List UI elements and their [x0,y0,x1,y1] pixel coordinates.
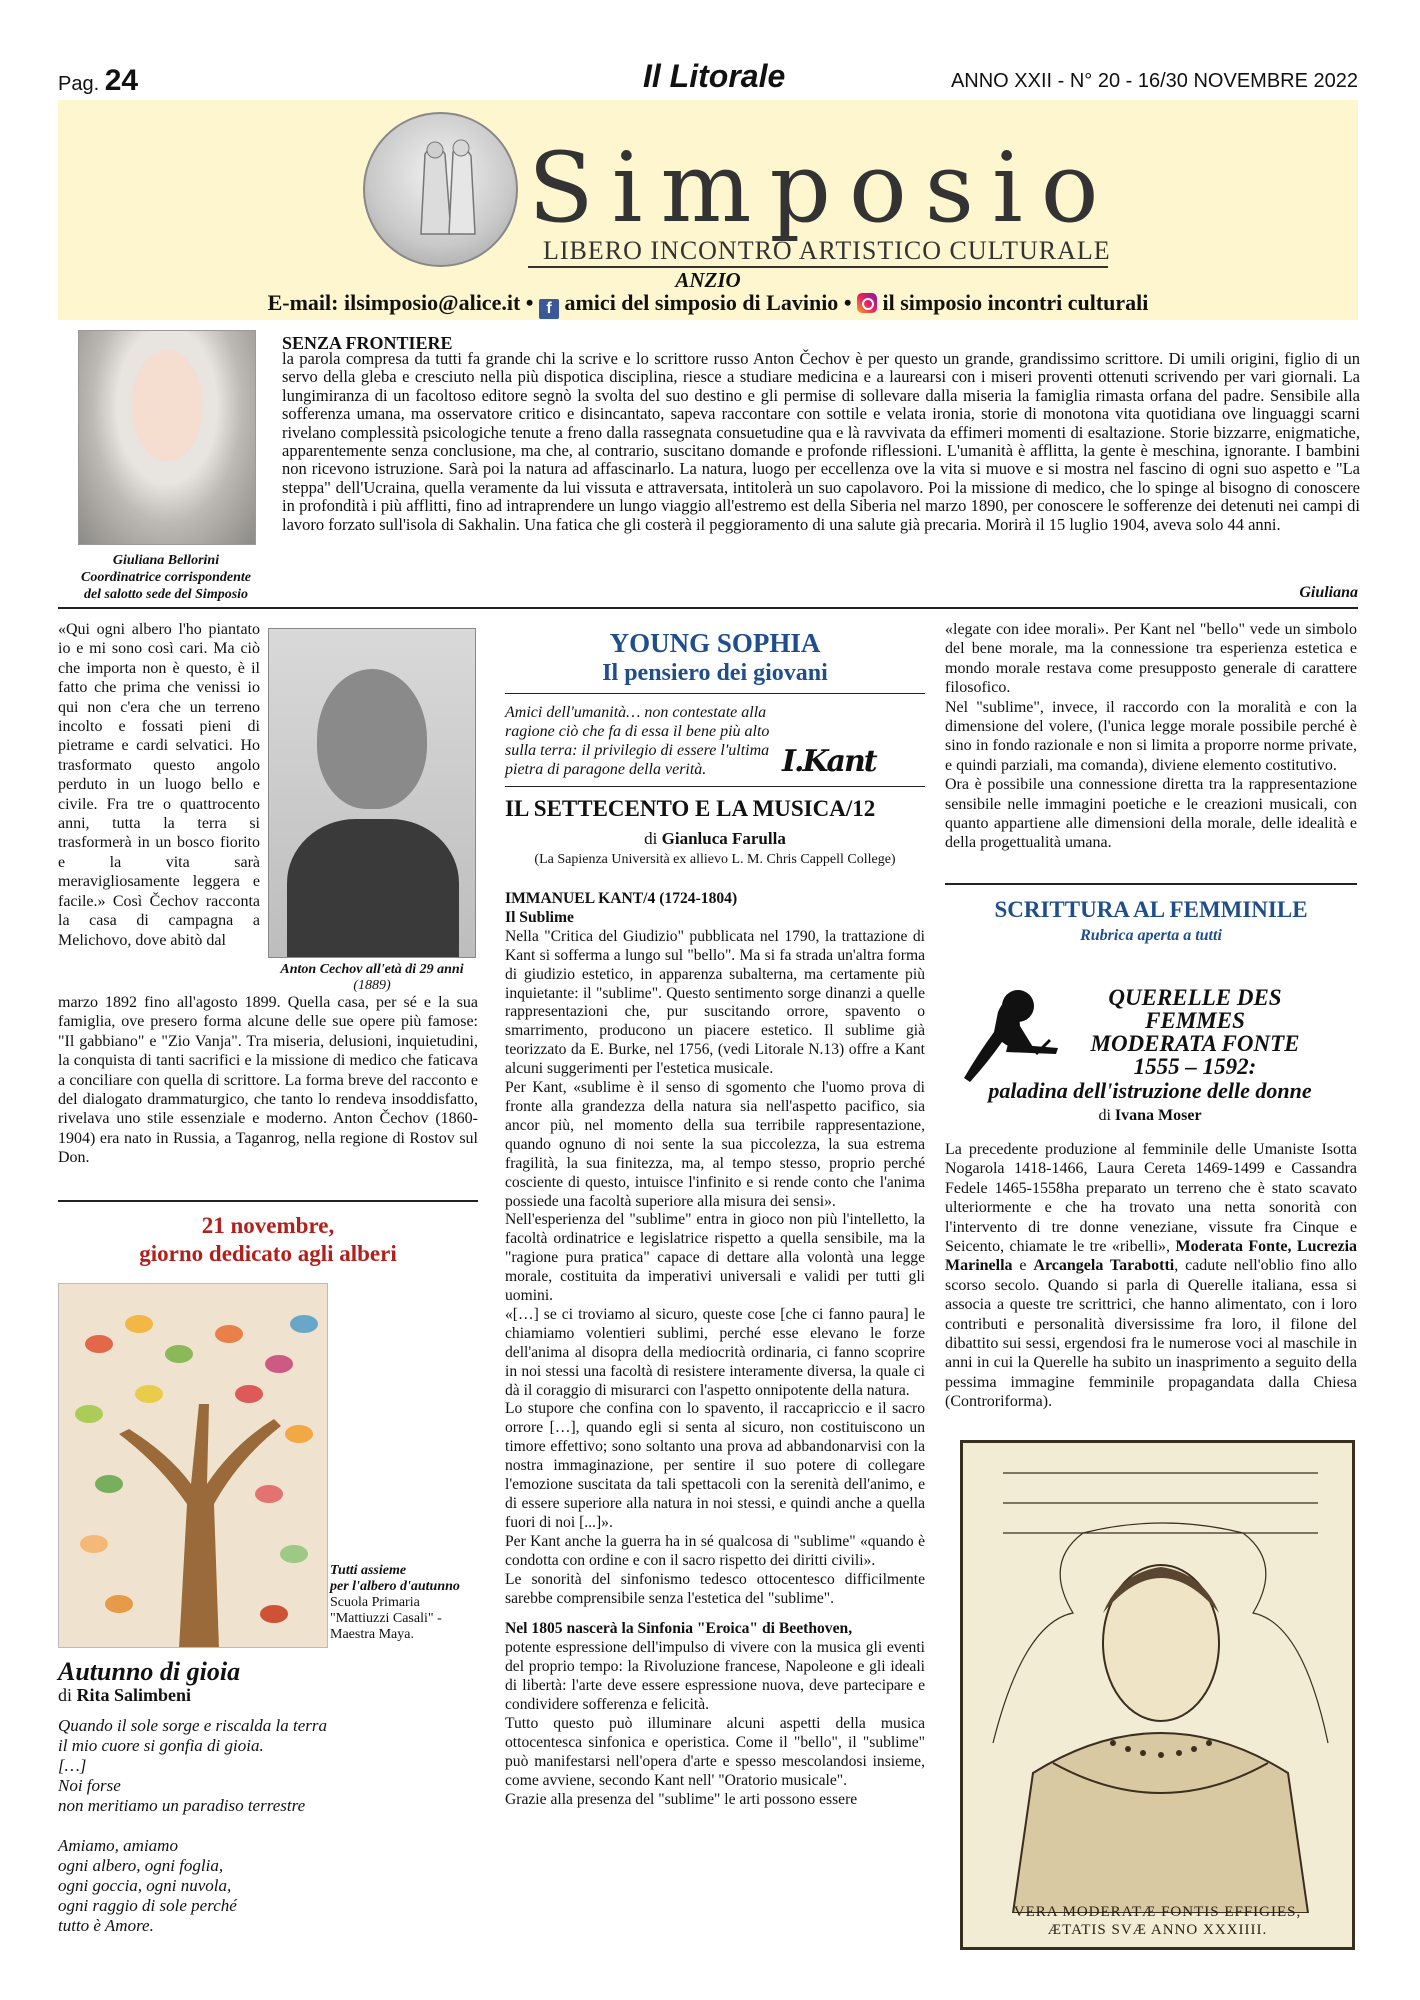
young-sophia-subtitle: Il pensiero dei giovani [602,660,828,686]
poem-line: Quando il sole sorge e riscalda la terra [58,1716,327,1735]
settecento-paragraph: «[…] se ci troviamo al sicuro, queste cose [che ci fanno paura] le chiamiamo volentieri sublimi, perché esse elevano le forze dell'anima al disopra della mediocrità ordinaria, ci fanno scoprire in noi stessi una facoltà di resistere interamente diversa, la quale ci dà il coraggio di misurarci con l'aspetto onnipotente della natura. [505,1305,925,1399]
femminile-and: e [1019,1257,1027,1275]
facebook-icon: f [539,299,559,319]
eroica-heading: Nel 1805 nascerà la Sinfonia "Eroica" di Beethoven, [505,1620,853,1638]
tree-caption [330,1563,480,1643]
settecento-affiliation: (La Sapienza Università ex allievo L. M. Chris Cappell College) [534,852,896,867]
masthead-contacts [58,290,1358,319]
eroica-paragraph: potente espressione dell'impulso di vivere con la musica gli eventi del proprio tempo: la Rivoluzione francese, Napoleone e gli ideali di libertà: l'arte deve essere espressione nuova, deve partecipare e condividere sofferenza e felicità. [505,1639,925,1714]
top-bar [58,58,1358,98]
continuation-paragraph: Nel "sublime", invece, il raccordo con la moralità e con la dimensione del volere, (l'unica legge morale possibile perché è sino in fondo razionale e non si limita a proporre norme private, e quindi parziali, ma comanda), diviene elemento costitutivo. [945,698,1357,774]
contact-facebook[interactable]: amici del simposio di Lavinio [564,290,839,315]
settecento-author-prefix: di [644,829,658,848]
settecento-paragraph: Le sonorità del sinfonismo tedesco ottocentesco difficilmente sarebbe comprensibile senza l'estetica del "sublime". [505,1570,925,1607]
caption-role: Coordinatrice corrispondente [81,570,251,585]
poem-text [58,1716,458,1936]
settecento-title: IL SETTECENTO E LA MUSICA/12 [505,796,876,821]
poem-line-blank [58,1816,458,1836]
querelle-line: MODERATA FONTE [1090,1031,1300,1056]
poem-title: Autunno di gioia [58,1657,241,1686]
tree-caption-school: Scuola Primaria "Mattiuzzi Casali" - Maestra Maya. [330,1595,442,1642]
caption-name: Giuliana Bellorini [112,553,220,568]
portrait-caption [963,1903,1352,1939]
settecento-author [505,829,925,849]
portrait-caption-line2: ÆTATIS SVÆ ANNO XXXIIII. [1047,1922,1268,1938]
poem-line: ogni goccia, ogni nuvola, [58,1876,232,1895]
settecento-subhead2: Il Sublime [505,908,574,926]
moderata-fonte-portrait [960,1440,1355,1950]
poem-line: ogni raggio di sole perché [58,1896,237,1915]
settecento-paragraph: Nella "Critica del Giudizio" pubblicata nel 1790, la trattazione di Kant si sofferma a lungo sul "bello". Ma si fa strada un'altra forma di giudizio estetico, in apparenza subalterna, ma certamente più inquietante: il "sublime". Questo sentimento sorge dinanzi a quelle rappresentazioni che, pur suscitando orrore, spavento o smarrimento, producono un piacere estetico. Il sublime già teorizzato da E. Burke, nel 1756, (vedi Litorale N.13) offre a Kant alcuni suggerimenti per l'estetica musicale. [505,927,925,1078]
contact-email[interactable]: E-mail: ilsimposio@alice.it [267,290,521,315]
chekhov-caption-text: Anton Cechov all'età di 29 anni [280,962,464,977]
column-divider [58,1200,478,1202]
continuation-paragraph: «legate con idee morali». Per Kant nel "bello" vede un simbolo del bene morale, ma la connessione tra esperienza estetica e mondo morale restava come presupposto generale di carattere filosofico. [945,621,1357,697]
settecento-paragraph: Per Kant anche la guerra ha in sé qualcosa di "sublime" «quando è condotta con ordine e con il sacro rispetto dei diritti civili». [505,1532,925,1569]
separator: • [843,290,852,315]
chekhov-photo [268,628,476,958]
femminile-text-b: , cadute nell'oblio fino allo scorso secolo. Quando si parla di Querelle italiana, essa si associa a queste tre scrittrici, che hanno alimentato, con i loro contributi e personalità diversissime fra loro, il filone del dibattito sui sessi, ergendosi fra le numerose voci al maschile in anni in cui la Querelle ha subito un inasprimento a seguito della pessima immagine femminile propagandata dalla Chiesa (Controriforma). [945,1257,1357,1411]
alberi-title-line1: 21 novembre, [201,1213,335,1238]
section-divider [58,607,1358,609]
poem-line: […] [58,1756,87,1775]
poem-line: Noi forse [58,1776,121,1795]
page-label [58,64,138,98]
cameo-logo-icon [363,112,518,267]
simposio-masthead [58,100,1358,320]
contact-instagram[interactable]: il simposio incontri culturali [882,290,1149,315]
settecento-paragraph: Lo stupore che confina con lo spavento, il raccapriccio e il sacro orrore […], quando egli si senta al sicuro, non costituiscono un timore effettivo; sono soltanto una prova ad abbandonarvisi con la nostra immaginazione, per sentire il suo potere di collegare l'emozione suscitata da tali spettacoli con la serenità dell'animo, e di essere superiore alla natura in noi stessi, e quindi anche a quella fuori di noi [...]». [505,1400,925,1531]
column-divider [945,883,1357,885]
kant-continuation [945,620,1357,853]
femminile-text-a: La precedente produzione al femminile delle Umaniste Isotta Nogarola 1418-1466, Laura Cereta 1469-1499 e Cassandra Fedele 1465-1558ha preparato un terreno che è stato scavato ulteriormente e che ha trovato una netta sonorità con l'intervento di tre donne veneziane, vissute fra Cinque e Seicento, chiamate le tre «ribelli», [945,1141,1357,1256]
femminile-text [945,1140,1357,1412]
masthead-subtitle: LIBERO INCONTRO ARTISTICO CULTURALE [543,236,1111,265]
femminile-names: Moderata Fonte, Lucrezia Marinella [945,1238,1358,1275]
portrait-caption-line1: VERA MODERATÆ FONTIS EFFIGIES, [1013,1904,1302,1920]
masthead-title: Simposio [528,132,1117,244]
tree-caption-bold1: Tutti assieme [330,1563,407,1578]
bellorini-photo [78,330,256,545]
poem-line: non meritiamo un paradiso terrestre [58,1796,306,1815]
settecento-closing: Grazie alla presenza del "sublime" le arti possono essere [505,1790,858,1808]
issue-info: ANNO XXII - N° 20 - 16/30 NOVEMBRE 2022 [950,70,1358,92]
chekhov-text-top: «Qui ogni albero l'ho piantato io e mi sono così cari. Ma ciò che importa non è questo, è il fatto che prima che venissi io qui non c'era che un terreno incolto e fossati pieni di pietrame e cardi selvatici. Ho trasformato questo angolo perduto in un luogo bello e civile. Fra tre o quattrocento anni, tutta la terra si trasformerà in un bosco fiorito e la vita sarà meravigliosamente leggera e facile.» Così Čechov racconta la casa di campagna a Melichovo, dove abitò dal [58,621,260,949]
poem-author [58,1685,191,1706]
settecento-body [505,890,925,1810]
poem-author-prefix: di [58,1685,73,1705]
settecento-paragraph: Per Kant, «sublime è il senso di sgomento che l'uomo prova di fronte alla grandezza della natura sia nell'aspetto pacifico, sia ancor più, nel momento della sua terribile rappresentazione, quando ognuno di noi sente la sua piccolezza, la sua estrema fragilità, la sua finitezza, ma, al tempo stesso, proprio perché cosciente di questo, intuisce l'infinito e si rende conto che l'anima possiede una facoltà superiore alla misura dei sensi». [505,1079,925,1210]
paper-name: Il Litorale [643,58,786,94]
continuation-paragraph: Ora è possibile una connessione diretta tra la rappresentazione sensibile nelle immagini poetiche e le creazioni musicali, con quanto appartiene alle dimensioni della morale, delle idealità e della progettualità umana. [945,776,1357,852]
femminile-subtitle: Rubrica aperta a tutti [1080,927,1222,944]
querelle-author-name: Ivana Moser [1114,1107,1202,1124]
querelle-heading [1080,986,1310,1078]
young-divider [505,693,925,694]
poem-author-name: Rita Salimbeni [76,1685,192,1705]
chekhov-caption-year: (1889) [353,978,391,993]
poem-line: ogni albero, ogni foglia, [58,1856,224,1875]
masthead-city: ANZIO [675,268,741,292]
alberi-title-line2: giorno dedicato agli alberi [139,1241,397,1266]
quote-divider [505,786,925,787]
settecento-closing: Tutto questo può illuminare alcuni aspetti della musica ottocentesca sinfonica e operistica. Come il "bello", il "sublime" può manifestarsi nell'opera d'arte e spesso mescolandosi insieme, come avviene, secondo Kant nell' "Oratorio musicale". [505,1714,925,1789]
settecento-paragraph: Nell'esperienza del "sublime" entra in gioco non più l'intelletto, la facoltà ordinatrice e legislatrice rispetto a quella sensibile, ma la "ragione pura pratica" capace di dettare alla volontà una legge morale, costituita da imperativi universali e validi per tutti gli uomini. [505,1211,925,1305]
page-prefix: Pag. [58,73,100,95]
querelle-line: QUERELLE DES [1108,985,1282,1010]
settecento-spacer [505,1608,925,1620]
caption-place: del salotto sede del Simposio [83,587,249,602]
intro-heading: SENZA FRONTIERE [282,333,453,353]
querelle-subtitle: paladina dell'istruzione delle donne [988,1078,1312,1103]
querelle-line: FEMMES [1145,1008,1245,1033]
kant-quote: Amici dell'umanità… non contestate alla ragione ciò che fa di essa il bene più alto sulla terra: il privilegio di essere l'ultima pietra di paragone della verità. [505,704,770,778]
intro-photo-caption [60,552,272,603]
poem-line: Amiamo, amiamo [58,1836,178,1855]
settecento-author-name: Gianluca Farulla [661,829,786,848]
femminile-names2: Arcangela Tarabotti [1033,1257,1175,1275]
page-number: 24 [104,64,139,97]
femminile-title: SCRITTURA AL FEMMINILE [994,897,1308,922]
chekhov-caption [265,962,479,994]
young-sophia-title: YOUNG SOPHIA [609,628,821,658]
instagram-icon [857,293,877,313]
querelle-author [945,1107,1355,1125]
querelle-line: 1555 – 1592: [1133,1054,1257,1079]
poem-line: tutto è Amore. [58,1916,154,1935]
chekhov-text-bottom: marzo 1892 fino all'agosto 1899. Quella casa, per sé e la sua famiglia, ove presero forma alcune delle sue opere più famose: "Il gabbiano" e "Zio Vanja". Tra miseria, delusioni, inquietudini, la conquista di tanti sacrifici e la missione di medico che faticava a conciliare con quella di scrittore. La forma breve del racconto e del dialogato drammaturgico, che tanto lo rendeva insoddisfatto, rivelava uno stile essenziale e moderno. Anton Čechov (1860-1904) era nato in Russia, a Taganrog, nella regione di Rostov sul Don. [58,994,478,1167]
alberi-title [58,1212,478,1268]
kant-signature [782,744,922,780]
separator: • [525,290,534,315]
poem-line: il mio cuore si gonfia di gioia. [58,1736,264,1755]
autumn-tree-artwork [58,1283,328,1648]
tree-caption-bold2: per l'albero d'autunno [330,1579,460,1594]
kant-signature-text: I.Kant [782,744,876,779]
intro-signature: Giuliana [1299,584,1358,601]
querelle-author-prefix: di [1098,1107,1111,1124]
settecento-subhead: IMMANUEL KANT/4 (1724-1804) [505,890,738,907]
intro-text: la parola compresa da tutti fa grande chi la scrive e lo scrittore russo Anton Čechov è per questo un grande, grandissimo scrittore. Di umili origini, figlio di un servo della gleba e cresciuto nella più dispotica disciplina, riesce a studiare medicina e a laurearsi con i miseri proventi ottenuti scrivendo per vari giornali. La lungimiranza di un facoltoso editore segnò la svolta del suo destino e gli permise di sollevare dalla miseria la famiglia rimasta orfana del padre. Sensibile alla sofferenza umana, ma osservatore critico e disincantato, sapeva raccontare con sottile e velata ironia, storie di monotona vita quotidiana ove linguaggi scarni rivelano complessità psicologiche tenute a freno dalla rassegnata consuetudine qua e là ravvivata da effimeri momenti di esaltazione. Storie bizzarre, enigmatiche, apparentemente senza conclusione, ma che, al contrario, suscitano domande e profonde riflessioni. L'umanità è afflitta, la gente è meschina, ignorante. I bambini non ricevono istruzione. Sarà poi la natura ad affascinarlo. La natura, luogo per eccellenza ove la vita si muove e si mostra nel fascino di ogni suo aspetto e "La steppa" dell'Ucraina, quella veramente da lui vissuta e attraversata, intitolerà un suo capolavoro. Poi la missione di medico, che lo spinge al bisogno di conoscere in profondità i più afflitti, fino ad intraprendere un lungo viaggio all'estremo est della Siberia nel marzo 1890, per conoscere le sofferenze dei detenuti nei campi di lavoro forzato sull'isola di Sakhalin. Una fatica che gli costerà il peggioramento di una salute già precaria. Morirà il 15 luglio 1904, aveva solo 44 anni. [282,349,1360,534]
